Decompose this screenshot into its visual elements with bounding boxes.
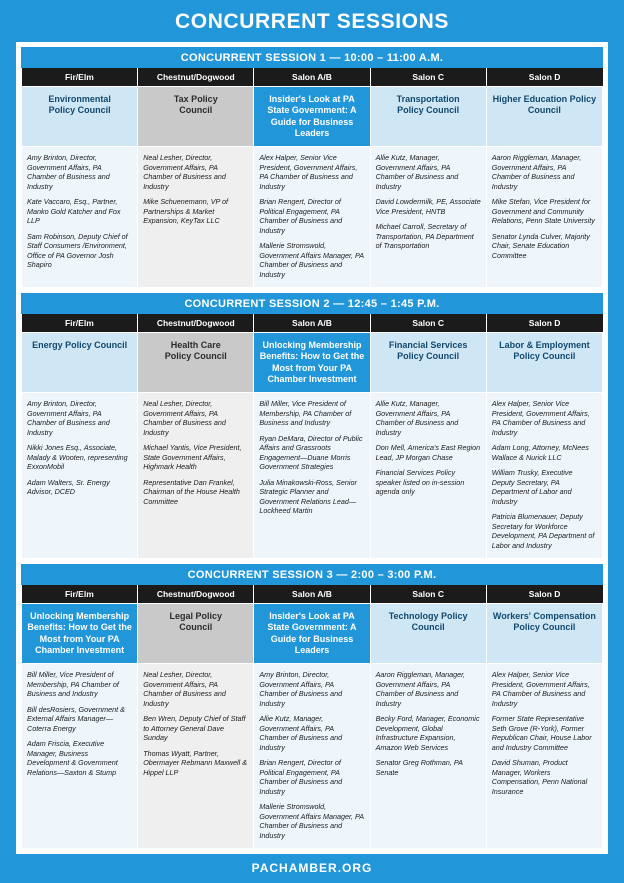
- speaker-entry: Bill desRosiers, Government & External Affairs Manager—Coterra Energy: [27, 704, 125, 733]
- session-speakers-cell: [486, 147, 602, 288]
- session-block: [21, 293, 603, 559]
- speaker-entry: Adam Walters, Sr. Energy Advisor, DCED: [27, 477, 110, 496]
- room-header-cell: Chestnut/Dogwood: [138, 68, 254, 87]
- speaker-entry: Michael Yantis, Vice President, State Government Affairs, Highmark Health: [143, 443, 242, 471]
- session-speakers-cell: [138, 664, 254, 849]
- session-speakers-cell: [370, 147, 486, 288]
- speaker-entry: Bill Miller, Vice President of Membership, PA Chamber of Business and Industry: [27, 670, 119, 698]
- session-speakers-cell: [22, 664, 138, 849]
- session-speakers-cell: [486, 664, 602, 849]
- room-header-cell: Chestnut/Dogwood: [138, 314, 254, 333]
- session-title-cell[interactable]: Labor & Employment Policy Council: [486, 333, 602, 393]
- room-header-cell: Salon D: [486, 68, 602, 87]
- room-header-cell: Salon A/B: [254, 585, 370, 604]
- speaker-entry: Representative Dan Frankel, Chairman of the House Health Committee: [143, 477, 240, 506]
- room-header-cell: Salon D: [486, 314, 602, 333]
- session-speakers-cell: [486, 393, 602, 559]
- session-speakers-row: [22, 664, 603, 849]
- session-speakers-row: [22, 147, 603, 288]
- session-speakers-cell: [138, 393, 254, 559]
- session-title-cell[interactable]: Insider's Look at PA State Government: A Guide for Business Leaders: [254, 87, 370, 147]
- session-table: [21, 68, 603, 288]
- session-title-cell[interactable]: Technology Policy Council: [370, 604, 486, 664]
- session-title-cell[interactable]: Workers' Compensation Policy Council: [486, 604, 602, 664]
- session-header: CONCURRENT SESSION 1 — 10:00 – 11:00 A.M.: [21, 47, 603, 68]
- session-title-cell[interactable]: Financial Services Policy Council: [370, 333, 486, 393]
- session-header: CONCURRENT SESSION 3 — 2:00 – 3:00 P.M.: [21, 564, 603, 585]
- room-header-cell: Fir/Elm: [22, 585, 138, 604]
- speaker-entry: Mike Schuenemann, VP of Partnerships & Market Expansion, KeyTax LLC: [143, 197, 229, 225]
- speaker-entry: Neal Lesher, Director, Government Affairs, PA Chamber of Business and Industry: [143, 399, 226, 437]
- speaker-entry: David Lowdermilk, PE, Associate Vice President, HNTB: [375, 197, 481, 216]
- session-title-cell[interactable]: Energy Policy Council: [22, 333, 138, 393]
- room-header-cell: Salon C: [370, 314, 486, 333]
- speaker-entry: Patricia Blumenauer, Deputy Secretary for Workforce Development, PA Department of Labor and Industry: [491, 512, 595, 550]
- speaker-entry: Adam Friscia, Executive Manager, Business Development & Government Relations—Saxton & Stump: [27, 739, 118, 777]
- session-speakers-cell: [22, 147, 138, 288]
- speaker-entry: Alex Halper, Senior Vice President, Government Affairs, PA Chamber of Business and Industry: [259, 153, 358, 191]
- speaker-entry: Brian Rengert, Director of Political Engagement, PA Chamber of Business and Industry: [259, 758, 343, 796]
- session-speakers-cell: [22, 393, 138, 559]
- room-header-cell: Salon A/B: [254, 68, 370, 87]
- session-speakers-cell: [254, 664, 370, 849]
- speaker-entry: Alex Halper, Senior Vice President, Government Affairs, PA Chamber of Business and Industry: [491, 670, 590, 708]
- speaker-entry: Nikki Jones Esq., Associate, Malady & Wooten, representing ExxonMobil: [27, 443, 128, 471]
- speaker-entry: Neal Lesher, Director, Government Affairs, PA Chamber of Business and Industry: [143, 153, 226, 191]
- room-header-cell: Salon A/B: [254, 314, 370, 333]
- session-table: [21, 314, 603, 559]
- speaker-entry: Sam Robinson, Deputy Chief of Staff Consumers /Environment, Office of PA Governor Josh Shapiro: [27, 231, 128, 269]
- session-title-cell[interactable]: Transportation Policy Council: [370, 87, 486, 147]
- room-header-cell: Salon C: [370, 585, 486, 604]
- speaker-entry: David Shuman, Product Manager, Workers Compensation, Penn National Insurance: [491, 758, 588, 796]
- speaker-entry: Mallerie Stromswold, Government Affairs Manager, PA Chamber of Business and Industry: [259, 241, 364, 279]
- room-header-row: [22, 68, 603, 87]
- speaker-entry: Julia Minakowski-Ross, Senior Strategic Planner and Government Relations Lead—Lockheed Martin: [259, 477, 357, 515]
- session-title-cell[interactable]: Environmental Policy Council: [22, 87, 138, 147]
- speaker-entry: Alex Halper, Senior Vice President, Government Affairs, PA Chamber of Business and Industry: [491, 399, 590, 437]
- session-speakers-cell: [138, 147, 254, 288]
- speaker-entry: Don Mell, America's East Region Lead, JP Morgan Chase: [375, 443, 481, 462]
- session-title-cell[interactable]: Higher Education Policy Council: [486, 87, 602, 147]
- room-header-row: [22, 314, 603, 333]
- speaker-entry: Senator Lynda Culver, Majority Chair, Senate Education Committee: [491, 231, 590, 260]
- speaker-entry: Kate Vaccaro, Esq., Partner, Manko Gold Katcher and Fox LLP: [27, 197, 121, 225]
- room-header-cell: Fir/Elm: [22, 314, 138, 333]
- speaker-entry: Allie Kutz, Manager, Government Affairs, PA Chamber of Business and Industry: [375, 399, 459, 437]
- speaker-entry: Amy Brinton, Director, Government Affairs, PA Chamber of Business and Industry: [27, 399, 110, 437]
- room-header-cell: Fir/Elm: [22, 68, 138, 87]
- room-header-cell: Salon C: [370, 68, 486, 87]
- session-speakers-cell: [370, 664, 486, 849]
- session-title-cell[interactable]: Unlocking Membership Benefits: How to Get the Most from Your PA Chamber Investment: [22, 604, 138, 664]
- speaker-entry: Aaron Riggleman, Manager, Government Affairs, PA Chamber of Business and Industry: [491, 153, 582, 191]
- room-header-cell: Chestnut/Dogwood: [138, 585, 254, 604]
- speaker-entry: Financial Services Policy speaker listed on in-session agenda only: [375, 468, 465, 496]
- session-title-row: [22, 604, 603, 664]
- speaker-entry: Former State Representative Seth Grove (R-York), Former Republican Chair, House Labor and Industry Committee: [491, 714, 592, 752]
- session-title-row: [22, 333, 603, 393]
- room-header-row: [22, 585, 603, 604]
- speaker-entry: Allie Kutz, Manager, Government Affairs, PA Chamber of Business and Industry: [259, 714, 343, 752]
- speaker-entry: Michael Carroll, Secretary of Transportation, PA Department of Transportation: [375, 222, 474, 250]
- footer-url: PACHAMBER.ORG: [251, 861, 373, 875]
- speaker-entry: Ben Wren, Deputy Chief of Staff to Attorney General Dave Sunday: [143, 714, 246, 742]
- session-header: CONCURRENT SESSION 2 — 12:45 – 1:45 P.M.: [21, 293, 603, 314]
- session-speakers-cell: [370, 393, 486, 559]
- session-title-cell[interactable]: Unlocking Membership Benefits: How to Get the Most from Your PA Chamber Investment: [254, 333, 370, 393]
- speaker-entry: Adam Long, Attorney, McNees Wallace & Nurick LLC: [491, 443, 589, 462]
- session-title-cell[interactable]: Insider's Look at PA State Government: A Guide for Business Leaders: [254, 604, 370, 664]
- speaker-entry: Allie Kutz, Manager, Government Affairs, PA Chamber of Business and Industry: [375, 153, 459, 191]
- session-title-cell[interactable]: Tax Policy Council: [138, 87, 254, 147]
- speaker-entry: Aaron Riggleman, Manager, Government Affairs, PA Chamber of Business and Industry: [375, 670, 466, 708]
- speaker-entry: Senator Greg Rothman, PA Senate: [375, 758, 463, 777]
- sessions-sheet: [16, 42, 608, 854]
- session-table: [21, 585, 603, 849]
- session-speakers-cell: [254, 393, 370, 559]
- speaker-entry: Amy Brinton, Director, Government Affairs, PA Chamber of Business and Industry: [259, 670, 343, 708]
- speaker-entry: Neal Lesher, Director, Government Affairs, PA Chamber of Business and Industry: [143, 670, 226, 708]
- session-title-cell[interactable]: Legal Policy Council: [138, 604, 254, 664]
- session-speakers-cell: [254, 147, 370, 288]
- page-title: CONCURRENT SESSIONS: [175, 10, 449, 33]
- session-block: [21, 47, 603, 288]
- speaker-entry: Thomas Wyatt, Partner, Obermayer Rebmann Maxwell & Hippel LLP: [143, 748, 248, 777]
- session-title-cell[interactable]: Health Care Policy Council: [138, 333, 254, 393]
- speaker-entry: Ryan DeMara, Director of Public Affairs and Grassroots Engagement—Duane Morris Government Strategies: [259, 433, 363, 471]
- speaker-entry: Brian Rengert, Director of Political Engagement, PA Chamber of Business and Industry: [259, 197, 343, 235]
- speaker-entry: Mallerie Stromswold, Government Affairs Manager, PA Chamber of Business and Industry: [259, 802, 364, 840]
- speaker-entry: Amy Brinton, Director, Government Affairs, PA Chamber of Business and Industry: [27, 153, 110, 191]
- session-speakers-row: [22, 393, 603, 559]
- room-header-cell: Salon D: [486, 585, 602, 604]
- speaker-entry: Becky Ford, Manager, Economic Development, Global Infrastructure Expansion, Amazon Web Services: [375, 714, 480, 752]
- speaker-entry: William Trusky, Executive Deputy Secretary, PA Department of Labor and Industry: [491, 468, 573, 506]
- speaker-entry: Mike Stefan, Vice President for Government and Community Relations, Penn State University: [491, 197, 595, 225]
- speaker-entry: Bill Miller, Vice President of Membership, PA Chamber of Business and Industry: [259, 399, 352, 427]
- session-block: [21, 564, 603, 849]
- sessions-root: [21, 47, 603, 854]
- session-title-row: [22, 87, 603, 147]
